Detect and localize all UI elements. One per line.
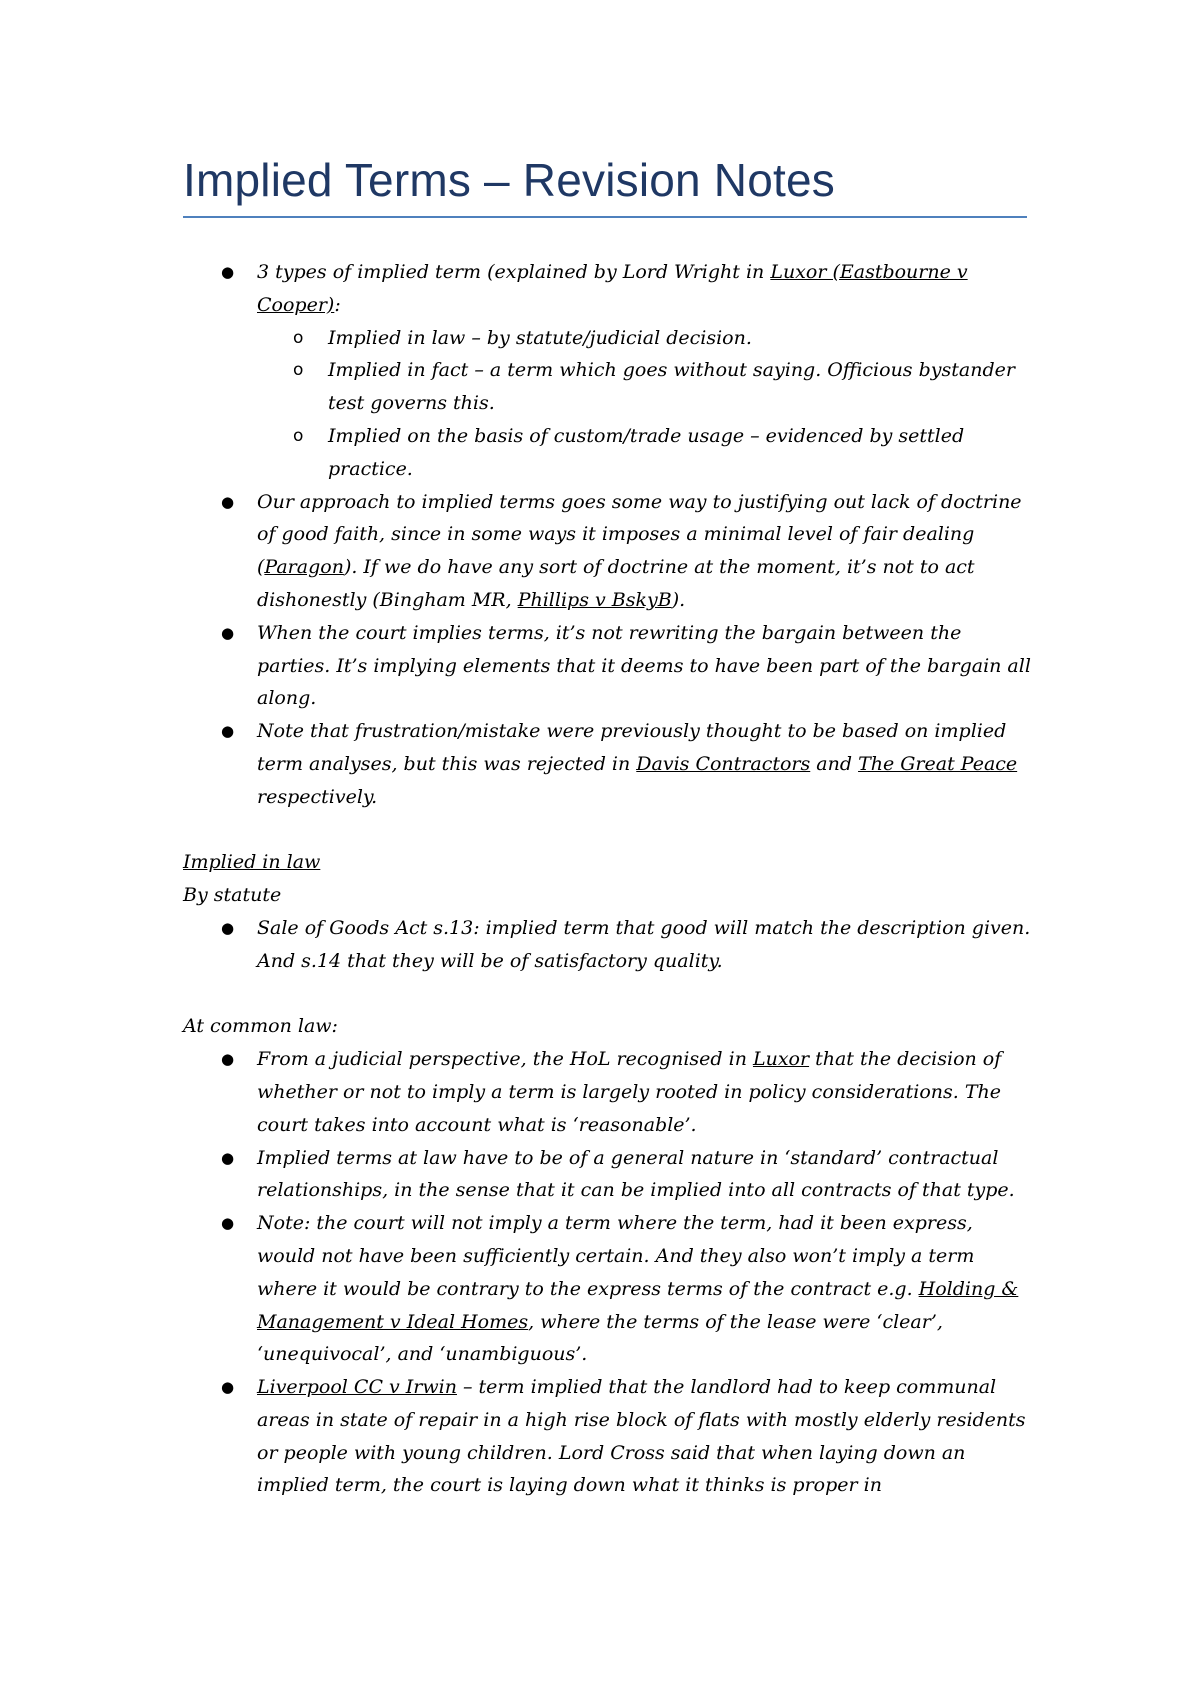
hollow-bullet-icon: o (293, 360, 304, 381)
list-item (183, 617, 1033, 715)
bullet-icon: ● (221, 623, 235, 642)
bullet-text: – term implied that the landlord had to keep communal areas in state of repair in a high rise block of flats with mostly elderly residents or people with young children. Lord Cross said that when laying down an implied term, the court is laying down what it thinks is proper in (257, 1376, 1026, 1497)
list-item (183, 715, 1033, 813)
bullet-text: Our approach to implied terms goes some way to justifying out lack of doctrine of good faith, since in some ways it imposes a minimal level of fair dealing ( (257, 490, 1022, 579)
bullet-text: : (334, 293, 341, 316)
subsection-heading: By statute (183, 884, 282, 907)
bullet-text: 3 types of implied term (explained by Lord Wright in (257, 261, 771, 283)
sub-list-item (183, 420, 1033, 486)
bullet-text: From a judicial perspective, the HoL recognised in (257, 1048, 753, 1071)
bullet-text: that the decision of whether or not to imply a term is largely rooted in policy considerations. The court takes into account what is ‘reasonable’. (257, 1048, 1002, 1136)
document-body (183, 256, 1033, 1502)
case-name: Luxor (Eastbourne v Cooper) (257, 261, 968, 316)
bullet-icon: ● (221, 263, 235, 281)
case-name: Liverpool CC v Irwin (257, 1376, 457, 1399)
bullet-text: and (810, 752, 859, 775)
bullet-icon: ● (221, 492, 235, 511)
list-item (183, 1207, 1033, 1371)
case-name: Luxor (752, 1048, 810, 1071)
list-item (183, 912, 1033, 978)
bullet-icon: ● (221, 1148, 235, 1167)
bullet-text: , where the terms of the lease were ‘clear’, ‘unequivocal’, and ‘unambiguous’. (257, 1310, 943, 1366)
paragraph-spacer (183, 978, 1033, 1011)
bullet-text: Note: the court will not imply a term where the term, had it been express, would not have been sufficiently certain. And they also won’t imply a term where it would be contrary to the express terms of the contract e.g. (257, 1212, 975, 1300)
sub-list-item (183, 322, 1033, 355)
list-item (183, 1043, 1033, 1141)
case-name: Davis Contractors (636, 752, 811, 775)
sub-bullet-text: Implied in law – by statute/judicial decision. (328, 326, 752, 349)
bullet-icon: ● (221, 1214, 235, 1233)
case-name: Paragon (264, 556, 344, 579)
bullet-text: respectively. (257, 785, 378, 808)
case-name: Phillips v BskyB (517, 588, 672, 611)
list-item (183, 1371, 1033, 1502)
list-item (183, 256, 1033, 322)
bullet-text: Sale of Goods Act s.13: implied term that good will match the description given. And s.14 that they will be of satisfactory quality. (257, 916, 1031, 972)
list-item (183, 1142, 1033, 1208)
bullet-icon: ● (221, 722, 235, 741)
bullet-text: ). If we do have any sort of doctrine at the moment, it’s not to act dishonestly (Bingham MR, (257, 556, 975, 611)
sub-bullet-text: Implied on the basis of custom/trade usage – evidenced by settled practice. (328, 424, 965, 480)
case-name: Holding & Management v Ideal Homes (257, 1277, 1019, 1333)
title-underline-rule (183, 216, 1027, 218)
bullet-text: When the court implies terms, it’s not rewriting the bargain between the parties. It’s implying elements that it deems to have been part of the bargain all along. (257, 621, 1031, 710)
subsection-heading: At common law: (183, 1015, 338, 1038)
list-item (183, 486, 1033, 617)
bullet-text: Note that frustration/mistake were previously thought to be based on implied term analyses, but this was rejected in (257, 720, 1007, 775)
sub-list-item (183, 354, 1033, 420)
paragraph-spacer (183, 814, 1033, 847)
sub-bullet-text: Implied in fact – a term which goes without saying. Officious bystander test governs this. (328, 359, 1015, 415)
case-name: The Great Peace (858, 752, 1018, 775)
hollow-bullet-icon: o (293, 425, 304, 446)
bullet-text: Implied terms at law have to be of a general nature in ‘standard’ contractual relationships, in the sense that it can be implied into all contracts of that type. (257, 1146, 1015, 1202)
bullet-icon: ● (221, 1378, 235, 1397)
page-title: Implied Terms – Revision Notes (183, 154, 835, 206)
bullet-icon: ● (221, 1050, 235, 1069)
bullet-text: ). (671, 588, 686, 611)
bullet-icon: ● (221, 918, 235, 937)
hollow-bullet-icon: o (293, 327, 304, 348)
section-heading (183, 846, 1033, 879)
section-heading-text: Implied in law (183, 851, 321, 874)
